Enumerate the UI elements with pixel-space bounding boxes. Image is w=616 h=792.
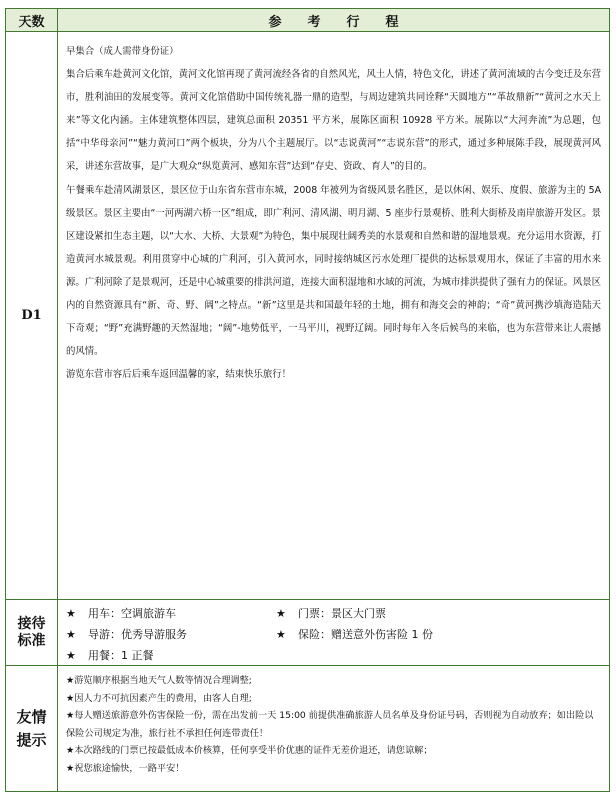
itinerary-paragraph: 游览东营市容后后乘车返回温馨的家，结束快乐旅行！ — [66, 369, 292, 381]
itinerary-paragraph: 集合后乘车赴黄河文化馆，黄河文化馆再现了黄河流经各省的自然风光，风土人情，特色文化，讲述了黄河流域的古今变迁及东营市，胜利油田的发展变等。黄河文化馆借助中国传统礼器一鼎的造型，与周边建筑共同诠释“天圆地方”“革故鼎新”“黄河之水天上来”等文化内涵。主体建筑整体四层，建筑总面积 20351 平方米，展陈区面积 10928 平方米。展陈以“大河奔流”为总题，包括“中华母亲河”“魅力黄河口”两个板块，分为八个主题展厅。以“志说黄河”“志说东营”的形式，通过多种展陈手段，展现黄河风采，讲述东营故事，是广大观众“纵览黄河、感知东营”达到“存史、资政、育人”的目的。 — [66, 69, 601, 173]
standard-item-meals: ★ 用餐：1 正餐 — [66, 648, 154, 662]
day-row — [6, 32, 610, 600]
itinerary-table — [5, 8, 610, 792]
standards-label: 接待标准 — [6, 600, 58, 666]
star-icon: ★ — [66, 627, 76, 641]
standard-item-vehicle: ★ 用车：空调旅游车 — [66, 606, 176, 620]
star-icon: ★ — [276, 606, 286, 620]
tips-row — [6, 666, 610, 792]
tips-label: 友情提示 — [6, 666, 58, 792]
day-column-header: 天数 — [6, 9, 58, 32]
star-icon: ★ — [276, 627, 286, 641]
header-row — [6, 9, 610, 32]
itinerary-text — [58, 32, 610, 600]
standards-list — [58, 600, 610, 666]
tips-list — [58, 666, 610, 792]
tip-item: ★本次路线的门票已按最低成本价核算，任何享受半价优惠的证件无差价退还，请您谅解； — [66, 745, 433, 756]
tip-item: ★祝您旅途愉快，一路平安！ — [66, 762, 185, 774]
standards-row — [6, 600, 610, 666]
star-icon: ★ — [66, 606, 76, 620]
tip-item: ★游览顺序根据当地天气人数等情况合理调整; — [66, 675, 252, 686]
itinerary-paragraph: 午餐乘车赴清风湖景区，景区位于山东省东营市东城，2008 年被列为省级风景名胜区，是以休闲、娱乐、度假、旅游为主的 5A 级景区。景区主要由“一河两湖六桥一区”组成，即广利河、清风湖、明月湖、5 座步行景观桥、胜利大街桥及南岸旅游开发区。景区建设紧扣生态主题，以“大水、大桥、大景观”为特色，集中展现壮阔秀美的水景观和自然和谐的湿地景观。充分运用水资源，打造黄河水城景观。利用贯穿中心城的广利河，引入黄河水，同时接纳城区污水处理厂提供的达标景观用水，保证了丰富的用水来源。广利河除了是景观河，还是中心城重要的排洪河道，连接大面积湿地和水域的河流，为城市排洪提供了强有力的保证。风景区内的自然资源具有“新、奇、野、阔”之特点。“新”这里是共和国最年轻的土地，拥有和海交会的神韵；“奇”黄河携沙填海造陆天下奇观；“野”充满野趣的天然湿地；“阔”-地势低平，一马平川，视野辽阔。同时每年入冬后候鸟的来临，也为东营带来让人震撼的风情。 — [66, 184, 601, 358]
itinerary-paragraph: 早集合（成人需带身份证） — [66, 46, 179, 57]
star-icon: ★ — [66, 648, 76, 662]
standard-item-guide: ★ 导游：优秀导游服务 — [66, 627, 187, 641]
standard-item-insurance: ★ 保险：赠送意外伤害险 1 份 — [276, 627, 433, 641]
standard-item-tickets: ★ 门票：景区大门票 — [276, 606, 386, 620]
itinerary-column-header: 参考行程 — [58, 9, 610, 32]
day-label: D1 — [6, 32, 58, 600]
tip-item: ★每人赠送旅游意外伤害保险一份，需在出发前一天 15:00 前提供准确旅游人员名单及身份证号码，否则视为自动放弃；如出险以保险公司规定为准，旅行社不承担任何连带责任！ — [66, 710, 594, 739]
tip-item: ★因人力不可抗因素产生的费用，由客人自理; — [66, 692, 252, 704]
